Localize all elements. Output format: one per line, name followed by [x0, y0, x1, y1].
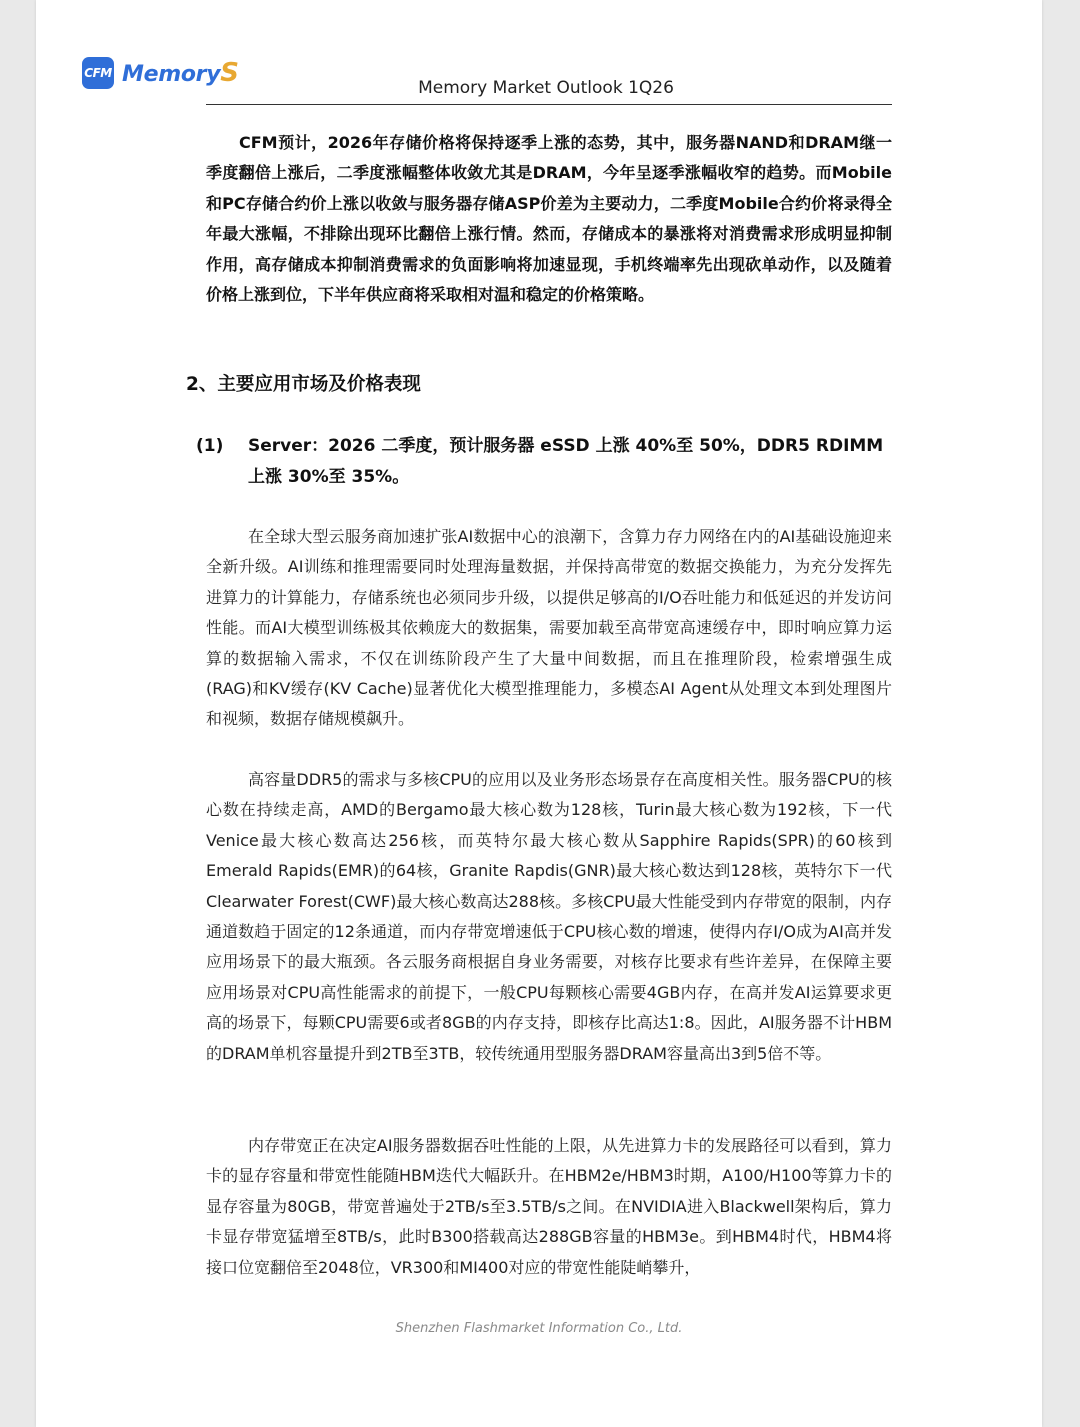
- document-page: [36, 0, 1042, 1427]
- page-footer: Shenzhen Flashmarket Information Co., Ltd.: [395, 1321, 683, 1336]
- cfm-badge: CFM: [82, 57, 114, 89]
- header-title: Memory Market Outlook 1Q26: [418, 78, 674, 98]
- summary-paragraph: CFM预计，2026年存储价格将保持逐季上涨的态势，其中，服务器NAND和DRAM继一季度翻倍上涨后，二季度涨幅整体收敛尤其是DRAM，今年呈逐季涨幅收窄的趋势。而Mobile和PC存储合约价上涨以收敛与服务器存储ASP价差为主要动力，二季度Mobile合约价将录得全年最大涨幅，不排除出现环比翻倍上涨行情。然而，存储成本的暴涨将对消费需求形成明显抑制作用，高存储成本抑制消费需求的负面影响将加速显现，手机终端率先出现砍单动作，以及随着价格上涨到位，下半年供应商将采取相对温和稳定的价格策略。: [206, 133, 892, 305]
- body-paragraph-ddr5-cpu: 高容量DDR5的需求与多核CPU的应用以及业务形态场景存在高度相关性。服务器CPU的核心数在持续走高，AMD的Bergamo最大核心数为128核，Turin最大核心数为192核，下一代Venice最大核心数高达256核，而英特尔最大核心数从Sapphire Rapids(SPR)的60核到Emerald Rapids(EMR)的64核，Granite Rapdis(GNR)最大核心数达到128核，英特尔下一代Clearwater Forest(CWF)最大核心数高达288核。多核CPU最大性能受到内存带宽的限制，内存通道数趋于固定的12条通道，而内存带宽增速低于CPU核心数的增速，使得内存I/O成为AI高并发应用场景下的最大瓶颈。各云服务商根据自身业务需要，对核存比要求有些许差异，在保障主要应用场景对CPU高性能需求的前提下，一般CPU每颗核心需要4GB内存，在高并发AI运算要求更高的场景下，每颗CPU需要6或者8GB的内存支持，即核存比高达1:8。因此，AI服务器不计HBM的DRAM单机容量提升到2TB至3TB，较传统通用型服务器DRAM容量高出3到5倍不等。: [206, 770, 892, 1063]
- subsection-heading: [196, 431, 892, 493]
- header-divider: [206, 104, 892, 105]
- body-paragraph-memory-bandwidth: 内存带宽正在决定AI服务器数据吞吐性能的上限，从先进算力卡的发展路径可以看到，算力卡的显存容量和带宽性能随HBM迭代大幅跃升。在HBM2e/HBM3时期，A100/H100等算力卡的显存容量为80GB，带宽普遍处于2TB/s至3.5TB/s之间。在NVIDIA进入Blackwell架构后，算力卡显存带宽猛增至8TB/s，此时B300搭载高达288GB容量的HBM3e。到HBM4时代，HBM4将接口位宽翻倍至2048位，VR300和MI400对应的带宽性能陡峭攀升，: [206, 1136, 892, 1277]
- logo-text: Memory: [122, 62, 221, 87]
- section-heading: 2、主要应用市场及价格表现: [186, 374, 421, 395]
- logo-s-glyph: S: [220, 58, 239, 88]
- subsection-title: Server：2026 二季度，预计服务器 eSSD 上涨 40%至 50%，DDR5 RDIMM 上涨 30%至 35%。: [248, 436, 884, 487]
- subsection-number: (1): [196, 436, 224, 456]
- body-paragraph-ai-infrastructure: 在全球大型云服务商加速扩张AI数据中心的浪潮下，含算力存力网络在内的AI基础设施迎来全新升级。AI训练和推理需要同时处理海量数据，并保持高带宽的数据交换能力，为充分发挥先进算力的计算能力，存储系统也必须同步升级，以提供足够高的I/O吞吐能力和低延迟的并发访问性能。而AI大模型训练极其依赖庞大的数据集，需要加载至高带宽高速缓存中，即时响应算力运算的数据输入需求，不仅在训练阶段产生了大量中间数据，而且在推理阶段，检索增强生成(RAG)和KV缓存(KV Cache)显著优化大模型推理能力，多模态AI Agent从处理文本到处理图片和视频，数据存储规模飙升。: [206, 527, 892, 729]
